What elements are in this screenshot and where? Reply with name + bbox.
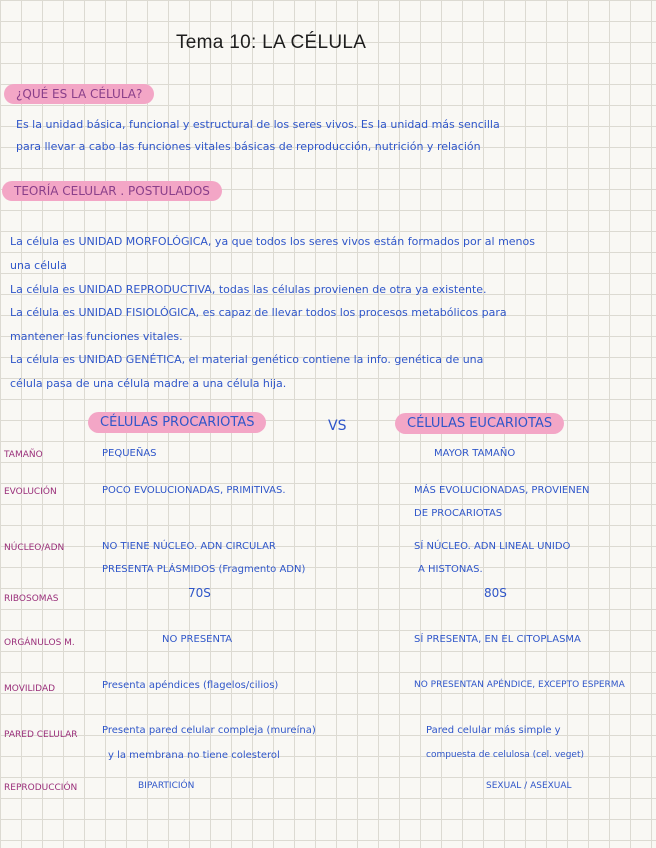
row-label-mobility: MOVILIDAD bbox=[4, 684, 56, 694]
pro-nucleus-2: PRESENTA PLÁSMIDOS (Fragmento ADN) bbox=[102, 564, 306, 575]
euc-nucleus-1: SÍ NÚCLEO. ADN LINEAL UNIDO bbox=[414, 541, 571, 552]
definition-line-2: para llevar a cabo las funciones vitales básicas de reproducción, nutrición y relación bbox=[16, 140, 481, 153]
pro-organelles: NO PRESENTA bbox=[162, 634, 233, 645]
euc-organelles: SÍ PRESENTA, EN EL CITOPLASMA bbox=[414, 634, 581, 645]
pro-mobility: Presenta apéndices (flagelos/cilios) bbox=[102, 680, 279, 691]
row-label-organelles: ORGÁNULOS M. bbox=[4, 638, 75, 648]
postulate-line: una célula bbox=[10, 259, 67, 272]
pro-cell-wall-1: Presenta pared celular compleja (mureína) bbox=[102, 725, 316, 736]
pro-evolution: POCO EVOLUCIONADAS, PRIMITIVAS. bbox=[102, 485, 286, 496]
euc-evolution-1: MÁS EVOLUCIONADAS, PROVIENEN bbox=[414, 485, 590, 496]
euc-evolution-2: DE PROCARIOTAS bbox=[414, 508, 503, 519]
page-title: Tema 10: LA CÉLULA bbox=[176, 32, 367, 53]
postulate-line: mantener las funciones vitales. bbox=[10, 330, 183, 343]
euc-nucleus-2: A HISTONAS. bbox=[418, 564, 483, 575]
section-heading-cell-theory: TEORÍA CELULAR . POSTULADOS bbox=[2, 181, 222, 201]
versus-label: VS bbox=[328, 418, 347, 434]
eukaryote-heading: CÉLULAS EUCARIOTAS bbox=[395, 413, 564, 434]
row-label-evolution: EVOLUCIÓN bbox=[4, 487, 57, 497]
pro-reproduction: BIPARTICIÓN bbox=[138, 781, 195, 791]
row-label-nucleus: NÚCLEO/ADN bbox=[4, 543, 65, 553]
pro-cell-wall-2: y la membrana no tiene colesterol bbox=[108, 750, 280, 761]
pro-ribosomes: 70S bbox=[188, 586, 211, 600]
section-heading-what-is-cell: ¿QUÉ ES LA CÉLULA? bbox=[4, 84, 154, 104]
euc-size: MAYOR TAMAÑO bbox=[434, 448, 516, 459]
postulate-line: La célula es UNIDAD MORFOLÓGICA, ya que todos los seres vivos están formados por al menos bbox=[10, 235, 535, 248]
row-label-ribosomes: RIBOSOMAS bbox=[4, 594, 59, 604]
euc-reproduction: SEXUAL / ASEXUAL bbox=[486, 781, 572, 791]
postulate-line: La célula es UNIDAD REPRODUCTIVA, todas las células provienen de otra ya existente. bbox=[10, 283, 487, 296]
pro-size: PEQUEÑAS bbox=[102, 448, 157, 459]
row-label-size: TAMAÑO bbox=[4, 450, 43, 460]
euc-cell-wall-2: compuesta de celulosa (cel. veget) bbox=[426, 750, 585, 760]
euc-cell-wall-1: Pared celular más simple y bbox=[426, 725, 561, 736]
postulate-line: La célula es UNIDAD FISIOLÓGICA, es capaz de llevar todos los procesos metabólicos para bbox=[10, 306, 507, 319]
definition-line-1: Es la unidad básica, funcional y estructural de los seres vivos. Es la unidad más sencilla bbox=[16, 118, 500, 131]
row-label-reproduction: REPRODUCCIÓN bbox=[4, 783, 78, 793]
prokaryote-heading: CÉLULAS PROCARIOTAS bbox=[88, 412, 266, 433]
euc-mobility: NO PRESENTAN APÉNDICE, EXCEPTO ESPERMA bbox=[414, 680, 625, 690]
postulate-line: La célula es UNIDAD GENÉTICA, el material genético contiene la info. genética de una bbox=[10, 353, 484, 366]
pro-nucleus-1: NO TIENE NÚCLEO. ADN CIRCULAR bbox=[102, 541, 276, 552]
postulate-line: célula pasa de una célula madre a una célula hija. bbox=[10, 377, 287, 390]
row-label-cell-wall: PARED CELULAR bbox=[4, 730, 78, 740]
euc-ribosomes: 80S bbox=[484, 586, 507, 600]
